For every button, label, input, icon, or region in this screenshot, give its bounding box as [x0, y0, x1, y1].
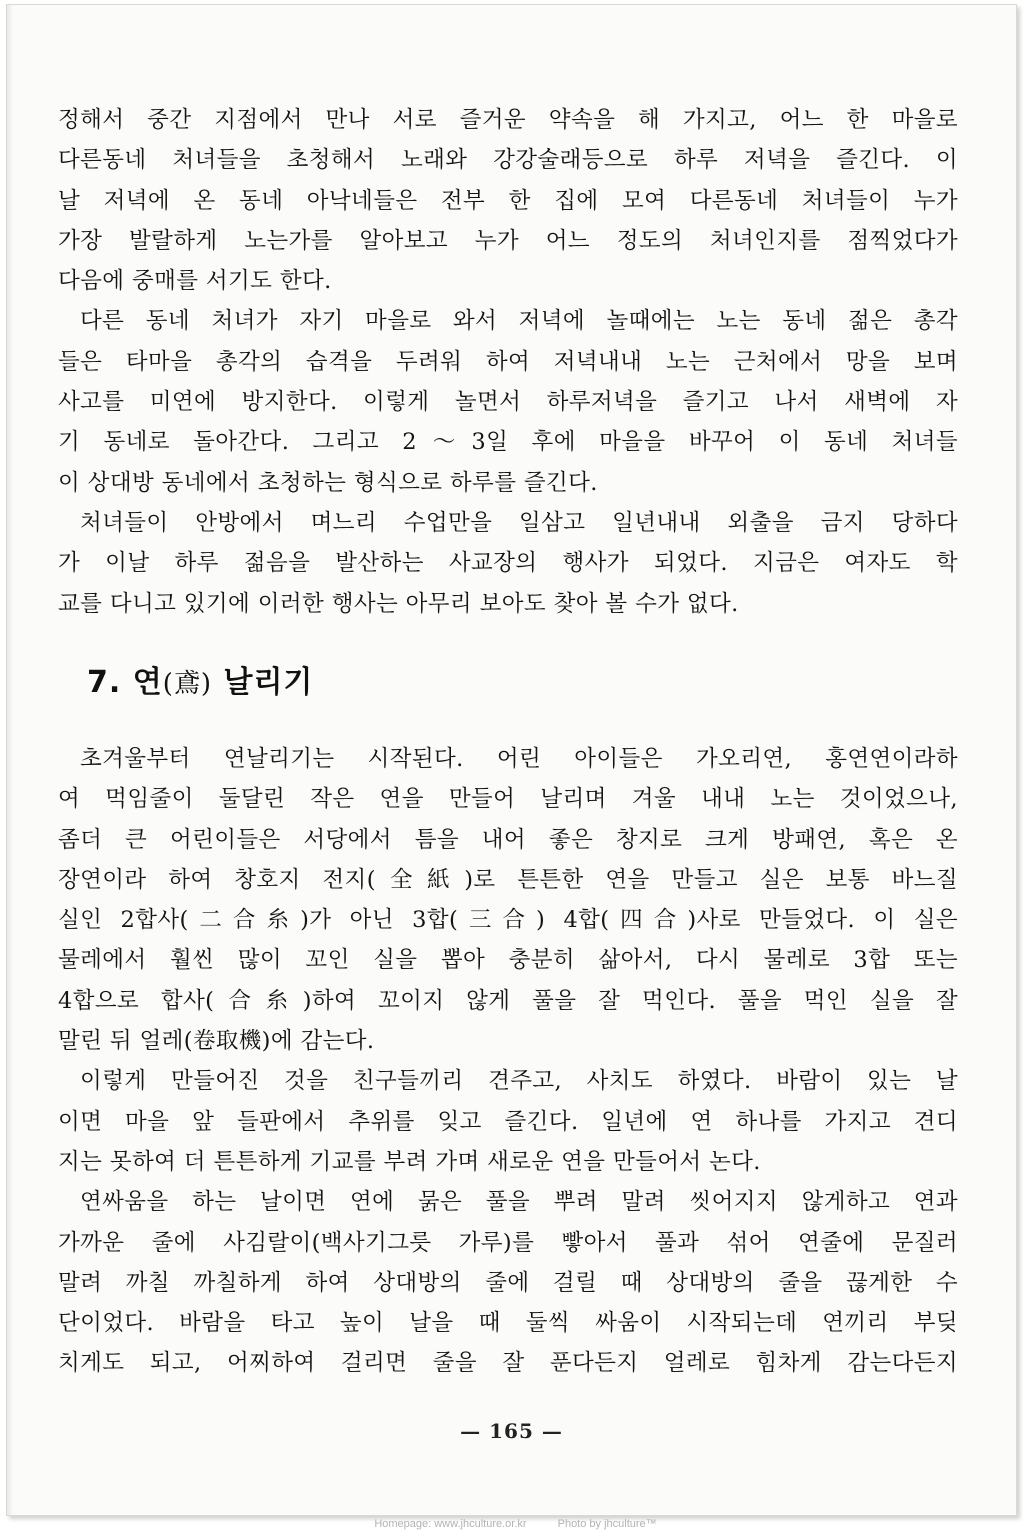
text-line: 초겨울부터 연날리기는 시작된다. 어린 아이들은 가오리연, 홍연연이라하 [80, 746, 958, 772]
text-line: 이렇게 만들어진 것을 친구들끼리 견주고, 사치도 하였다. 바람이 있는 날 [80, 1068, 958, 1095]
text-line: 이 상대방 동네에서 초청하는 형식으로 하루를 즐긴다. [58, 469, 598, 496]
text-line: 4합으로 합사(合糸)하여 꼬이지 않게 풀을 잘 먹인다. 풀을 먹인 실을 잘 [58, 987, 958, 1014]
text-line: 말려 까칠 까칠하게 하여 상대방의 줄에 걸릴 때 상대방의 줄을 끊게한 수 [58, 1269, 958, 1296]
text-line: 가장 발랄하게 노는가를 알아보고 누가 어느 정도의 처녀인지를 점찍었다가 [58, 227, 958, 254]
text-line: 말린 뒤 얼레(卷取機)에 감는다. [58, 1028, 375, 1055]
text-line: 지는 못하여 더 튼튼하게 기교를 부려 가며 새로운 연을 만들어서 논다. [58, 1148, 761, 1175]
scan-shadow-edge [7, 5, 13, 1515]
footer-homepage: Homepage: www.jhculture.or.kr [374, 1518, 527, 1530]
text-line: 처녀들이 안방에서 며느리 수업만을 일삼고 일년내내 외출을 금지 당하다 [80, 509, 958, 536]
text-line: 가 이날 하루 젊음을 발산하는 사교장의 행사가 되었다. 지금은 여자도 학 [58, 550, 958, 577]
text-line: 기 동네로 돌아간다. 그리고 2～3일 후에 마을을 바꾸어 이 동네 처녀들 [58, 429, 958, 456]
text-line: 다른동네 처녀들을 초청해서 노래와 강강술래등으로 하루 저녁을 즐긴다. 이 [58, 147, 958, 174]
text-line: 교를 다니고 있기에 이러한 행사는 아무리 보아도 찾아 볼 수가 없다. [58, 590, 739, 617]
heading-number: 7. [87, 665, 122, 700]
scanned-page [6, 4, 1017, 1516]
footer-photo-credit: Photo by jhculture™ [557, 1518, 657, 1530]
text-line: 장연이라 하여 창호지 전지(全紙)로 튼튼한 연을 만들고 실은 보통 바느질 [58, 866, 958, 893]
heading-rest: 날리기 [223, 665, 314, 700]
text-line: 여 먹임줄이 둘달린 작은 연을 만들어 날리며 겨울 내내 노는 것이었으나, [58, 786, 958, 813]
page-number: — 165 — [460, 1419, 563, 1443]
text-line: 물레에서 훨씬 많이 꼬인 실을 뽑아 충분히 삶아서, 다시 물레로 3합 또는 [58, 947, 958, 974]
paragraph [58, 301, 958, 502]
text-line: 날 저녁에 온 동네 아낙네들은 전부 한 집에 모여 다른동네 처녀들이 누가 [58, 187, 958, 214]
bottom-text-block [58, 739, 958, 1384]
text-line: 이면 마을 앞 들판에서 추위를 잊고 즐긴다. 일년에 연 하나를 가지고 견디 [58, 1108, 958, 1135]
text-line: 가까운 줄에 사김랄이(백사기그릇 가루)를 빻아서 풀과 섞어 연줄에 문질러 [58, 1229, 958, 1256]
paragraph [58, 503, 958, 624]
text-line: 사고를 미연에 방지한다. 이렇게 놀면서 하루저녁을 즐기고 나서 새벽에 자 [58, 389, 958, 416]
text-line: 단이었다. 바람을 타고 높이 날을 때 둘씩 싸움이 시작되는데 연끼리 부딪 [58, 1310, 958, 1337]
paragraph [58, 1061, 958, 1182]
paragraph [58, 100, 958, 301]
text-line: 다음에 중매를 서기도 한다. [58, 268, 332, 295]
text-line: 실인 2합사(二合糸)가 아닌 3합(三合) 4합(四合)사로 만들었다. 이 실은 [58, 907, 958, 934]
top-text-block [58, 100, 958, 624]
heading-hanja: (鳶) [162, 669, 213, 699]
text-line: 치게도 되고, 어찌하여 걸리면 줄을 잘 푼다든지 얼레로 힘차게 감는다든지 [58, 1350, 958, 1377]
paragraph [58, 739, 958, 1061]
heading-word: 연 [132, 665, 163, 700]
section-heading [87, 657, 313, 701]
text-line: 좀더 큰 어린이들은 서당에서 틈을 내어 좋은 창지로 크게 방패연, 혹은 온 [58, 826, 958, 853]
text-line: 연싸움을 하는 날이면 연에 묽은 풀을 뿌려 말려 씻어지지 않게하고 연과 [80, 1189, 958, 1216]
footer-credits [0, 1514, 1031, 1534]
text-line: 들은 타마을 총각의 습격을 두려워 하여 저녁내내 노는 근처에서 망을 보며 [58, 348, 958, 375]
text-line: 정해서 중간 지점에서 만나 서로 즐거운 약속을 해 가지고, 어느 한 마을로 [58, 107, 958, 133]
text-line: 다른 동네 처녀가 자기 마을로 와서 저녁에 놀때에는 노는 동네 젊은 총각 [80, 308, 958, 335]
paragraph [58, 1182, 958, 1383]
